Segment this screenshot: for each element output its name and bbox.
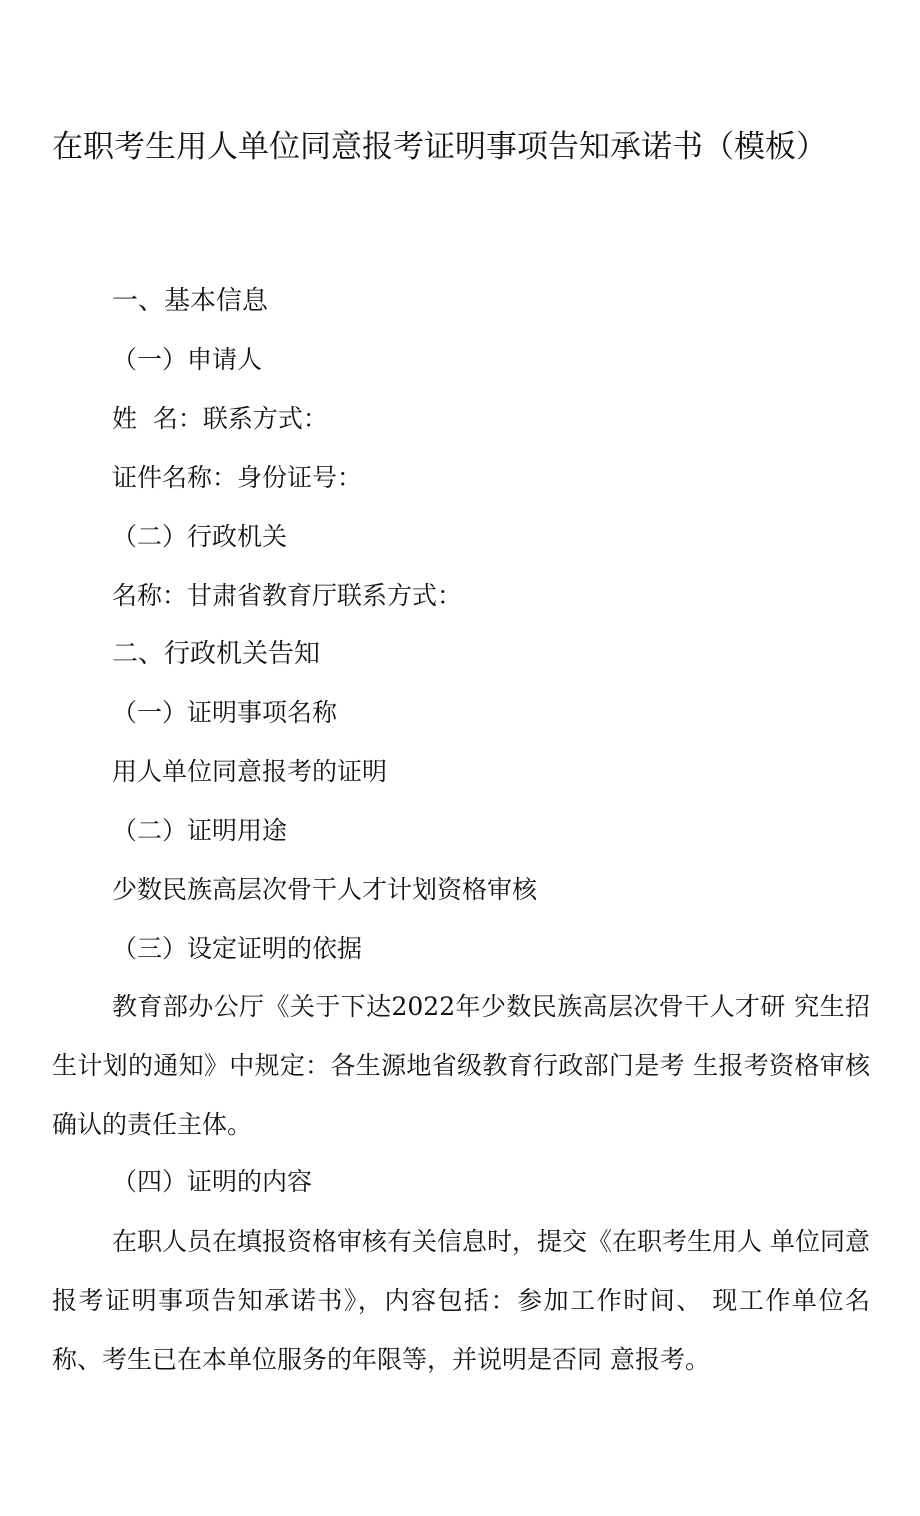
subheading-applicant: （一）申请人 bbox=[112, 345, 263, 374]
subheading-basis: （三）设定证明的依据 bbox=[112, 934, 363, 963]
item-name-text: 用人单位同意报考的证明 bbox=[112, 757, 388, 786]
subheading-item-name: （一）证明事项名称 bbox=[112, 698, 338, 727]
subheading-content: （四）证明的内容 bbox=[112, 1167, 313, 1196]
subheading-authority: （二）行政机关 bbox=[112, 522, 288, 551]
content-paragraph: 在职人员在填报资格审核有关信息时，提交《在职考生用人 单位同意报考证明事项告知承诺书》，内容包括：参加工作时间、 现工作单位名称、考生已在本单位服务的年限等，并说明是否同 意报考。 bbox=[52, 1227, 870, 1374]
section-heading-notice: 二、行政机关告知 bbox=[112, 639, 321, 669]
section-heading-basic-info: 一、基本信息 bbox=[112, 286, 269, 316]
subheading-purpose: （二）证明用途 bbox=[112, 816, 288, 845]
authority-name-line: 名称：甘肃省教育厅联系方式： bbox=[112, 581, 463, 610]
name-contact-line: 姓 名：联系方式： bbox=[112, 404, 328, 433]
id-document-line: 证件名称：身份证号： bbox=[112, 463, 363, 492]
basis-paragraph: 教育部办公厅《关于下达2022年少数民族高层次骨干人才研 究生招生计划的通知》中规定：各生源地省级教育行政部门是考 生报考资格审核确认的责任主体。 bbox=[52, 992, 870, 1139]
document-title: 在职考生用人单位同意报考证明事项告知承诺书（模板） bbox=[52, 129, 827, 165]
purpose-text: 少数民族高层次骨干人才计划资格审核 bbox=[112, 875, 538, 904]
